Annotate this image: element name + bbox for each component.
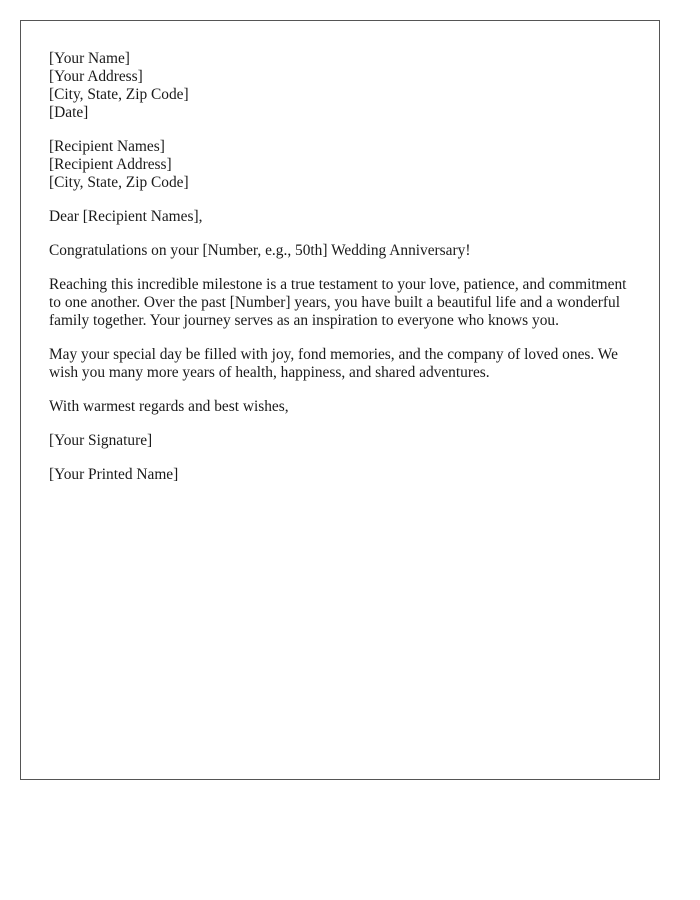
salutation-block (49, 208, 629, 226)
recipient-names: [Recipient Names] (49, 138, 165, 155)
signature-placeholder: [Your Signature] (49, 432, 153, 449)
body-paragraph-2: Reaching this incredible milestone is a true testament to your love, patience, and commitment to one another. Over the past [Number] years, you have built a beautiful life and a wonderful family together. Your journey serves as an inspiration to everyone who knows you. (49, 276, 627, 329)
sender-address: [Your Address] (49, 68, 143, 85)
recipient-city-state-zip: [City, State, Zip Code] (49, 174, 189, 191)
recipient-block (49, 138, 629, 192)
body-paragraph-1: Congratulations on your [Number, e.g., 50th] Wedding Anniversary! (49, 242, 471, 259)
body-paragraph-3-block (49, 346, 629, 382)
salutation: Dear [Recipient Names], (49, 208, 203, 225)
letter-content (49, 50, 629, 500)
body-paragraph-1-block (49, 242, 629, 260)
sender-city-state-zip: [City, State, Zip Code] (49, 86, 189, 103)
letter-date: [Date] (49, 104, 89, 121)
signature-block (49, 432, 629, 450)
sender-block (49, 50, 629, 122)
body-paragraph-2-block (49, 276, 629, 330)
body-paragraph-3: May your special day be filled with joy, fond memories, and the company of loved ones. We wish you many more years of health, happiness, and shared adventures. (49, 346, 618, 381)
printed-name-block (49, 466, 629, 484)
closing-block (49, 398, 629, 416)
recipient-address: [Recipient Address] (49, 156, 172, 173)
closing: With warmest regards and best wishes, (49, 398, 289, 415)
printed-name: [Your Printed Name] (49, 466, 179, 483)
sender-name: [Your Name] (49, 50, 130, 67)
letter-page (20, 20, 660, 780)
